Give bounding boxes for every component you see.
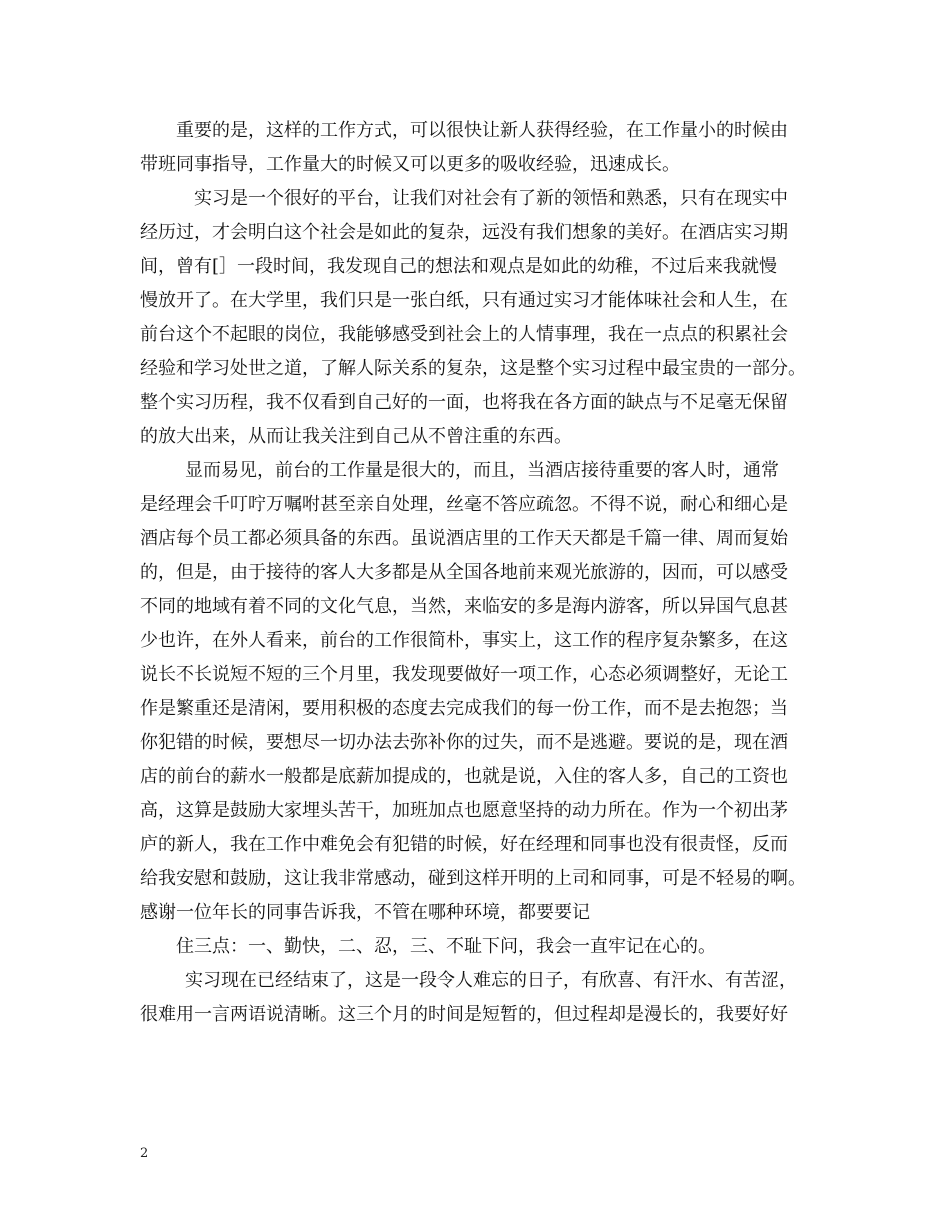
text-line: 前台这个不起眼的岗位，我能够感受到社会上的人情事理，我在一点点的积累社会 xyxy=(140,324,788,345)
text-line: 经验和学习处世之道，了解人际关系的复杂，这是整个实习过程中最宝贵的一部分。 xyxy=(140,358,806,379)
text-line: 说长不长说短不短的三个月里，我发现要做好一项工作，心态必须调整好，无论工 xyxy=(140,664,788,685)
text-line: 高，这算是鼓励大家埋头苦干，加班加点也愿意坚持的动力所在。作为一个初出茅 xyxy=(140,800,788,821)
text-line: 店的前台的薪水一般都是底薪加提成的，也就是说，入住的客人多，自己的工资也 xyxy=(140,766,788,787)
text-line: 重要的是，这样的工作方式，可以很快让新人获得经验，在工作量小的时候由 xyxy=(176,120,788,141)
text-line: 很难用一言两语说清晰。这三个月的时间是短暂的，但过程却是漫长的，我要好好 xyxy=(140,1004,788,1025)
text-line: 酒店每个员工都必须具备的东西。虽说酒店里的工作天天都是千篇一律、周而复始 xyxy=(140,528,788,549)
text-line: 显而易见，前台的工作量是很大的，而且，当酒店接待重要的客人时，通常 xyxy=(185,460,779,481)
text-line: 经历过，才会明白这个社会是如此的复杂，远没有我们想象的美好。在酒店实习期 xyxy=(140,222,788,243)
text-line: 你犯错的时候，要想尽一切办法去弥补你的过失，而不是逃避。要说的是，现在酒 xyxy=(140,732,788,753)
text-line: 的，但是，由于接待的客人大多都是从全国各地前来观光旅游的，因而，可以感受 xyxy=(140,562,788,583)
text-line: 感谢一位年长的同事告诉我，不管在哪种环境，都要要记 xyxy=(140,902,590,923)
text-line: 不同的地域有着不同的文化气息，当然，来临安的多是海内游客，所以异国气息甚 xyxy=(140,596,788,617)
text-line: 间，曾有[］一段时间，我发现自己的想法和观点是如此的幼稚，不过后来我就慢 xyxy=(140,256,778,277)
text-line: 慢放开了。在大学里，我们只是一张白纸，只有通过实习才能体味社会和人生，在 xyxy=(140,290,788,311)
text-line: 庐的新人，我在工作中难免会有犯错的时候，好在经理和同事也没有很责怪，反而 xyxy=(140,834,788,855)
text-line: 作是繁重还是清闲，要用积极的态度去完成我们的每一份工作，而不是去抱怨；当 xyxy=(140,698,788,719)
text-line: 整个实习历程，我不仅看到自己好的一面，也将我在各方面的缺点与不足毫无保留 xyxy=(140,392,788,413)
text-line: 住三点：一、勤快，二、忍，三、不耻下问，我会一直牢记在心的。 xyxy=(176,936,716,957)
text-line: 给我安慰和鼓励，这让我非常感动，碰到这样开明的上司和同事，可是不轻易的啊。 xyxy=(140,868,806,889)
body-text xyxy=(140,114,820,1032)
text-line: 实习现在已经结束了，这是一段令人难忘的日子，有欣喜、有汗水、有苦涩， xyxy=(185,970,797,991)
page-number: 2 xyxy=(140,1146,149,1161)
text-line: 实习是一个很好的平台，让我们对社会有了新的领悟和熟悉，只有在现实中 xyxy=(194,188,788,209)
text-line: 是经理会千叮咛万嘱咐甚至亲自处理，丝毫不答应疏忽。不得不说，耐心和细心是 xyxy=(140,494,788,515)
text-line: 少也许，在外人看来，前台的工作很简朴，事实上，这工作的程序复杂繁多，在这 xyxy=(140,630,788,651)
text-line: 的放大出来，从而让我关注到自己从不曾注重的东西。 xyxy=(140,426,572,447)
text-line: 带班同事指导，工作量大的时候又可以更多的吸收经验，迅速成长。 xyxy=(140,154,680,175)
